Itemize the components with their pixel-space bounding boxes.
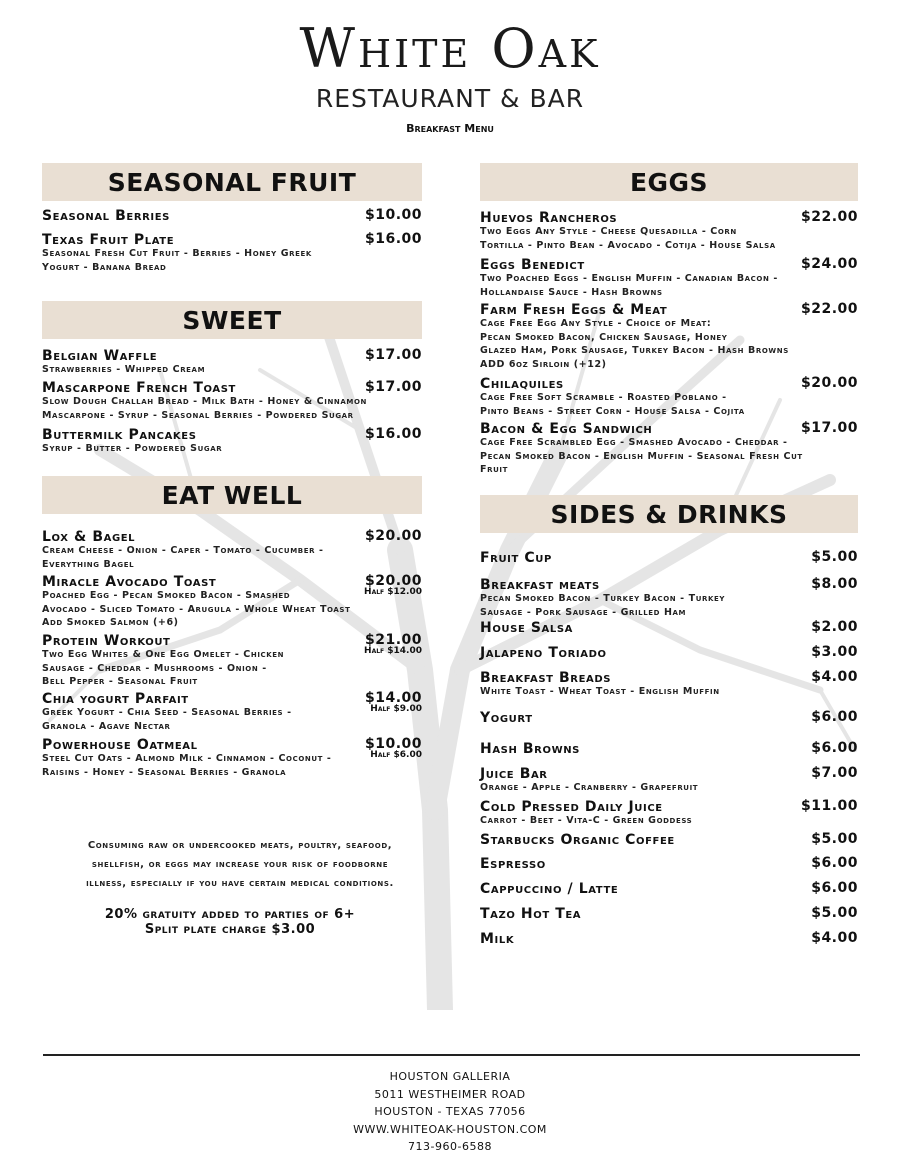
menu-item (42, 233, 422, 274)
item-price: $5.00 (811, 831, 858, 847)
item-description: Two Eggs Any Style - Cheese Quesadilla - Corn (480, 226, 737, 237)
food-safety-notice (50, 836, 430, 893)
item-description: Bell Pepper - Seasonal Fruit (42, 676, 198, 687)
item-name: House Salsa (480, 620, 573, 636)
menu-item (42, 738, 422, 779)
menu-item (480, 578, 858, 619)
item-price: $7.00 (811, 765, 858, 781)
item-description: Syrup - Butter - Powdered Sugar (42, 443, 223, 454)
item-price: $16.00 (364, 231, 422, 247)
menu-item (42, 349, 422, 377)
menu-item (42, 692, 422, 733)
item-description: Granola - Agave Nectar (42, 720, 171, 732)
item-half-price: Half $9.00 (370, 704, 422, 714)
item-half-price: Half $14.00 (364, 646, 422, 656)
item-description: Yogurt - Banana Bread (42, 261, 167, 273)
item-description: Pecan Smoked Bacon, Chicken Sausage, Honey (480, 331, 728, 343)
item-price: $17.00 (364, 347, 422, 363)
section-header: EGGS (480, 163, 858, 201)
section-header: EAT WELL (42, 476, 422, 514)
item-price: $20.00 (364, 573, 422, 589)
item-price: $20.00 (800, 375, 858, 391)
item-name: Texas Fruit Plate (42, 232, 175, 248)
item-name: Huevos Rancheros (480, 210, 618, 226)
item-name: Cold Pressed Daily Juice (480, 799, 663, 815)
item-name: Milk (480, 931, 515, 947)
item-name: Belgian Waffle (42, 348, 158, 364)
menu-item (480, 646, 858, 660)
menu-title: Breakfast Menu (406, 122, 494, 135)
item-price: $17.00 (364, 379, 422, 395)
item-name: Tazo Hot Tea (480, 906, 582, 922)
item-price: $6.00 (811, 740, 858, 756)
item-description: Avocado - Sliced Tomato - Arugula - Whole Wheat Toast (42, 603, 351, 615)
menu-item (480, 258, 858, 299)
item-name: Fruit Cup (480, 550, 552, 566)
menu-item (480, 303, 858, 371)
item-half-price: Half $6.00 (370, 750, 422, 760)
item-price: $11.00 (800, 798, 858, 814)
menu-item (480, 833, 858, 847)
footer-address (0, 1068, 900, 1156)
menu-item (42, 575, 422, 630)
item-name: Lox & Bagel (42, 529, 136, 545)
item-price: $6.00 (811, 709, 858, 725)
item-description: Sausage - Cheddar - Mushrooms - Onion - (42, 662, 267, 674)
item-description: Orange - Apple - Cranberry - Grapefruit (480, 782, 699, 793)
item-price: $5.00 (811, 905, 858, 921)
item-price: $10.00 (364, 207, 422, 223)
item-description: Cage Free Soft Scramble - Roasted Poblano - (480, 392, 727, 403)
item-name: Protein Workout (42, 633, 171, 649)
item-description: Carrot - Beet - Vita-C - Green Goddess (480, 815, 693, 826)
menu-item (480, 767, 858, 795)
item-description: Add Smoked Salmon (+6) (42, 617, 179, 628)
item-name: Juice Bar (480, 766, 548, 782)
item-description: Poached Egg - Pecan Smoked Bacon - Smashed (42, 590, 291, 601)
item-description: Two Egg Whites & One Egg Omelet - Chicken (42, 649, 285, 660)
item-description: Sausage - Pork Sausage - Grilled Ham (480, 606, 687, 618)
item-name: Yogurt (480, 710, 533, 726)
item-name: Buttermilk Pancakes (42, 427, 197, 443)
section-header: SEASONAL FRUIT (42, 163, 422, 201)
menu-item (480, 551, 858, 565)
menu-item (480, 211, 858, 252)
item-price: $2.00 (811, 619, 858, 635)
menu-item (42, 634, 422, 689)
item-name: Cappuccino / Latte (480, 881, 619, 897)
item-name: Hash Browns (480, 741, 580, 757)
notice-line: shellfish, or eggs may increase your risk of foodborne (91, 859, 389, 870)
item-description: Raisins - Honey - Seasonal Berries - Granola (42, 766, 287, 778)
item-description: Everything Bagel (42, 558, 135, 570)
item-price: $4.00 (811, 669, 858, 685)
item-price: $24.00 (800, 256, 858, 272)
menu-item (480, 857, 858, 871)
item-description: Cream Cheese - Onion - Caper - Tomato - Cucumber - (42, 545, 324, 556)
item-price: $10.00 (364, 736, 422, 752)
notice-line: illness, especially if you have certain medical conditions. (86, 878, 394, 889)
menu-item (480, 671, 858, 699)
menu-item (480, 932, 858, 946)
item-description: Mascarpone - Syrup - Seasonal Berries - Powdered Sugar (42, 409, 354, 421)
item-price: $4.00 (811, 930, 858, 946)
item-name: Breakfast Breads (480, 670, 612, 686)
item-name: Powerhouse Oatmeal (42, 737, 198, 753)
notice-line: Consuming raw or undercooked meats, poultry, seafood, (87, 840, 393, 851)
menu-item (42, 381, 422, 422)
menu-item (480, 422, 858, 477)
item-description: Hollandaise Sauce - Hash Browns (480, 286, 663, 298)
item-price: $8.00 (811, 576, 858, 592)
item-name: Jalapeno Toriado (480, 645, 607, 661)
menu-item (480, 711, 858, 725)
item-description: Two Poached Eggs - English Muffin - Canadian Bacon - (480, 273, 778, 284)
item-name: Starbucks Organic Coffee (480, 832, 675, 848)
item-name: Farm Fresh Eggs & Meat (480, 302, 668, 318)
item-description: Fruit (480, 464, 508, 475)
item-name: Espresso (480, 856, 546, 872)
menu-item (480, 907, 858, 921)
item-price: $6.00 (811, 855, 858, 871)
section-header: SWEET (42, 301, 422, 339)
item-price: $16.00 (364, 426, 422, 442)
item-price: $20.00 (364, 528, 422, 544)
item-price: $6.00 (811, 880, 858, 896)
item-description: Steel Cut Oats - Almond Milk - Cinnamon - Coconut - (42, 753, 332, 764)
menu-item (480, 800, 858, 828)
item-description: White Toast - Wheat Toast - English Muffin (480, 686, 720, 697)
menu-item (480, 621, 858, 635)
item-description: Cage Free Egg Any Style - Choice of Meat: (480, 318, 712, 329)
gratuity-note (40, 907, 420, 937)
website-link[interactable]: WWW.WHITEOAK-HOUSTON.COM (353, 1122, 547, 1136)
location-name: HOUSTON GALLERIA (389, 1070, 511, 1083)
item-description: ADD 6oz Sirloin (+12) (480, 358, 607, 370)
item-price: $21.00 (364, 632, 422, 648)
menu-item (480, 882, 858, 896)
item-half-price: Half $12.00 (364, 587, 422, 597)
item-description: Pinto Beans - Street Corn - House Salsa - Cojita (480, 405, 745, 417)
item-description: Greek Yogurt - Chia Seed - Seasonal Berries - (42, 707, 292, 718)
item-name: Breakfast meats (480, 577, 600, 593)
item-price: $14.00 (364, 690, 422, 706)
item-description: Seasonal Fresh Cut Fruit - Berries - Honey Greek (42, 248, 312, 259)
item-name: Seasonal Berries (42, 208, 170, 224)
item-name: Eggs Benedict (480, 257, 585, 273)
phone-number[interactable]: 713-960-6588 (408, 1140, 492, 1153)
menu-item (42, 428, 422, 456)
item-price: $22.00 (800, 301, 858, 317)
menu-item (42, 209, 422, 223)
footer-divider (43, 1054, 860, 1056)
split-charge-line: Split plate charge $3.00 (144, 922, 316, 937)
item-price: $5.00 (811, 549, 858, 565)
item-description: Slow Dough Challah Bread - Milk Bath - Honey & Cinnamon (42, 396, 367, 407)
item-name: Bacon & Egg Sandwich (480, 421, 653, 437)
menu-item (42, 530, 422, 571)
item-description: Tortilla - Pinto Bean - Avocado - Cotija - House Salsa (480, 239, 776, 251)
item-name: Mascarpone French Toast (42, 380, 236, 396)
item-description: Pecan Smoked Bacon - English Muffin - Seasonal Fresh Cut (480, 450, 803, 462)
menu-item (480, 377, 858, 418)
item-price: $22.00 (800, 209, 858, 225)
item-name: Chilaquiles (480, 376, 564, 392)
section-header: SIDES & DRINKS (480, 495, 858, 533)
menu-item (480, 742, 858, 756)
city-state-zip: HOUSTON - TEXAS 77056 (374, 1105, 526, 1118)
item-price: $3.00 (811, 644, 858, 660)
restaurant-logo-subtitle: RESTAURANT & BAR (315, 84, 585, 113)
item-name: Miracle Avocado Toast (42, 574, 217, 590)
item-price: $17.00 (800, 420, 858, 436)
street-address: 5011 WESTHEIMER ROAD (374, 1087, 526, 1101)
item-description: Strawberries - Whipped Cream (42, 364, 206, 375)
gratuity-line: 20% gratuity added to parties of 6+ (104, 907, 356, 922)
item-description: Pecan Smoked Bacon - Turkey Bacon - Turkey (480, 593, 726, 604)
item-description: Cage Free Scrambled Egg - Smashed Avocado - Cheddar - (480, 437, 788, 448)
item-name: Chia yogurt Parfait (42, 691, 189, 707)
item-description: Glazed Ham, Pork Sausage, Turkey Bacon - Hash Browns (480, 345, 789, 356)
restaurant-logo: White Oak (299, 17, 601, 80)
